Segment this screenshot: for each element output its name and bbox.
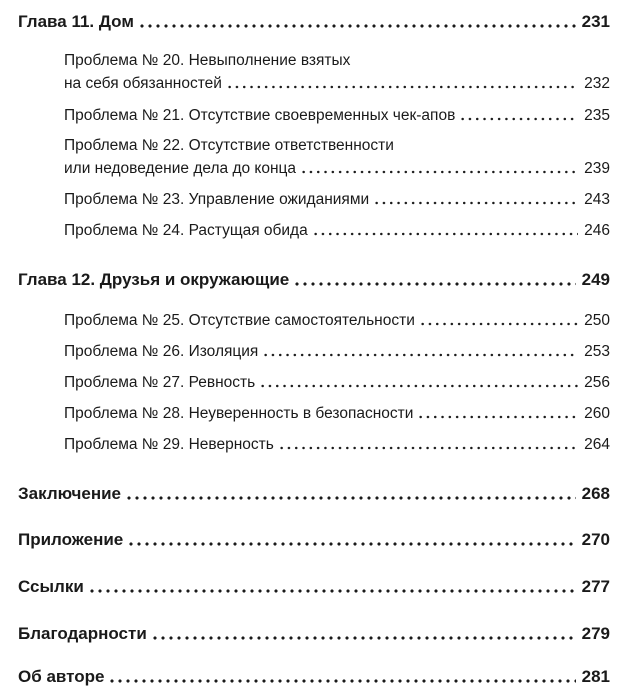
toc-entry-page: 243 xyxy=(584,191,610,208)
dot-leader xyxy=(226,85,578,89)
toc-entry-page: 231 xyxy=(581,12,610,31)
dot-leader xyxy=(459,117,578,121)
toc-entry-title: Об авторе xyxy=(18,667,105,686)
toc-entry-page: 239 xyxy=(584,160,610,177)
toc-entry-page: 279 xyxy=(581,624,610,643)
toc-entry-page: 235 xyxy=(584,107,610,124)
dot-leader xyxy=(419,322,578,326)
toc-entry-problem-24[interactable] xyxy=(64,221,610,240)
toc-entry-title: Проблема № 21. Отсутствие своевременных чек-апов xyxy=(64,107,456,124)
toc-entry-about-author[interactable] xyxy=(18,667,610,687)
toc-entry-title: Проблема № 26. Изоляция xyxy=(64,343,259,360)
toc-entry-title-line1: Проблема № 22. Отсутствие ответственности xyxy=(64,137,394,154)
dot-leader xyxy=(259,384,578,388)
toc-entry-problem-28[interactable] xyxy=(64,404,610,423)
dot-leader xyxy=(88,589,576,593)
toc-entry-page: 264 xyxy=(584,436,610,453)
toc-entry-conclusion[interactable] xyxy=(18,484,610,504)
toc-entry-problem-26[interactable] xyxy=(64,342,610,361)
toc-entry-acknowledgements[interactable] xyxy=(18,624,610,644)
dot-leader xyxy=(312,232,578,236)
toc-entry-page: 277 xyxy=(581,577,610,596)
dot-leader xyxy=(300,170,578,174)
toc-entry-page: 256 xyxy=(584,374,610,391)
dot-leader xyxy=(127,542,575,546)
toc-entry-title: Проблема № 23. Управление ожиданиями xyxy=(64,191,370,208)
toc-entry-chapter-12[interactable] xyxy=(18,270,610,290)
dot-leader xyxy=(293,282,575,286)
dot-leader xyxy=(125,496,576,500)
dot-leader xyxy=(373,201,578,205)
toc-entry-title: Глава 11. Дом xyxy=(18,12,134,31)
toc-entry-title: на себя обязанностей xyxy=(64,75,222,92)
toc-entry-problem-27[interactable] xyxy=(64,373,610,392)
toc-entry-title: Проблема № 27. Ревность xyxy=(64,374,256,391)
toc-entry-problem-22[interactable] xyxy=(64,159,610,178)
toc-entry-title: Приложение xyxy=(18,530,124,549)
toc-entry-page: 253 xyxy=(584,343,610,360)
toc-entry-page: 246 xyxy=(584,222,610,239)
toc-entry-title: Проблема № 28. Неуверенность в безопасности xyxy=(64,405,414,422)
toc-entry-title-line1: Проблема № 20. Невыполнение взятых xyxy=(64,52,351,69)
toc-entry-title: или недоведение дела до конца xyxy=(64,160,297,177)
toc-entry-references[interactable] xyxy=(18,577,610,597)
toc-entry-title: Проблема № 25. Отсутствие самостоятельности xyxy=(64,312,415,329)
dot-leader xyxy=(151,636,576,640)
dot-leader xyxy=(138,24,576,28)
toc-entry-page: 281 xyxy=(581,667,610,686)
toc-entry-title: Проблема № 24. Растущая обида xyxy=(64,222,308,239)
toc-entry-problem-29[interactable] xyxy=(64,435,610,454)
dot-leader xyxy=(278,446,578,450)
toc-entry-title: Заключение xyxy=(18,484,121,503)
toc-entry-page: 268 xyxy=(581,484,610,503)
toc-entry-page: 250 xyxy=(584,312,610,329)
toc-entry-page: 249 xyxy=(581,270,610,289)
dot-leader xyxy=(108,679,575,683)
toc-entry-page: 270 xyxy=(581,530,610,549)
toc-entry-page: 260 xyxy=(584,405,610,422)
toc-entry-problem-23[interactable] xyxy=(64,190,610,209)
toc-entry-problem-21[interactable] xyxy=(64,106,610,125)
toc-entry-title: Ссылки xyxy=(18,577,84,596)
toc-entry-title: Благодарности xyxy=(18,624,147,643)
dot-leader xyxy=(262,353,578,357)
toc-entry-problem-25[interactable] xyxy=(64,311,610,330)
toc-entry-title: Проблема № 29. Неверность xyxy=(64,436,274,453)
toc-entry-page: 232 xyxy=(584,75,610,92)
toc-entry-title: Глава 12. Друзья и окружающие xyxy=(18,270,290,289)
toc-entry-appendix[interactable] xyxy=(18,530,610,550)
toc-entry-chapter-11[interactable] xyxy=(18,12,610,32)
dot-leader xyxy=(417,415,578,419)
toc-entry-problem-20[interactable] xyxy=(64,74,610,93)
